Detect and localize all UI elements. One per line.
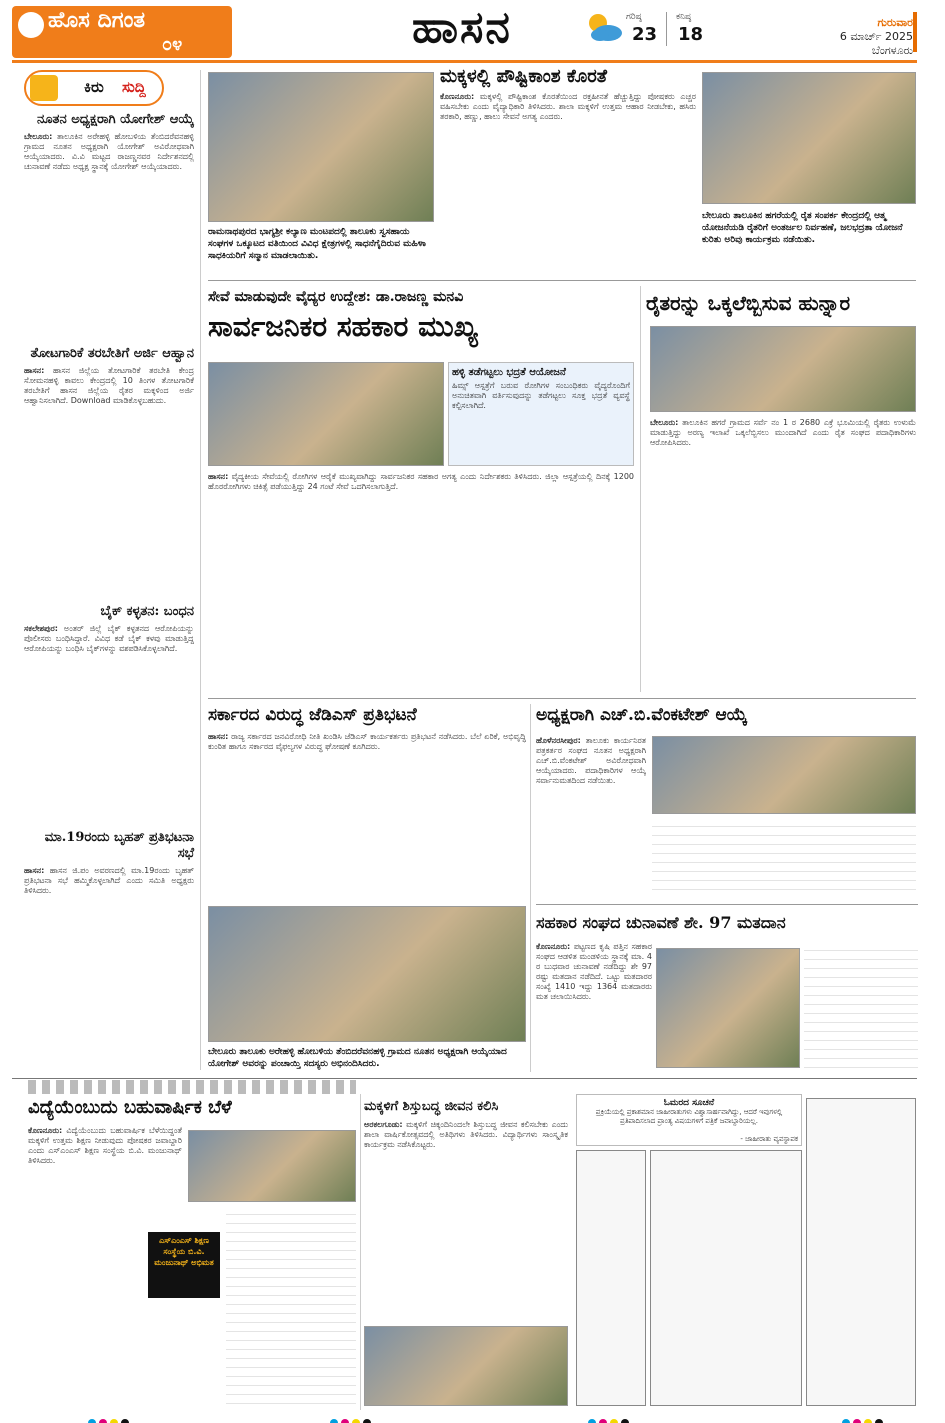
article-dateline: ಬೇಲೂರು:: [650, 418, 679, 427]
brief-title: ಬೈಕ್ ಕಳ್ಳತನ: ಬಂಧನ: [100, 604, 194, 619]
photo-caption: ಬೇಲೂರು ತಾಲೂಕಿನ ಹಗರೆಯಲ್ಲಿ ರೈತ ಸಂಪರ್ಕ ಕೇಂದ್ರದಲ್ಲಿ ಆತ್ಮ ಯೋಜನೆಯಡಿ ರೈತರಿಗೆ ಅಂತರ್ಜಲ ನಿರ್ವಹಣೆ, ಜಲಭದ್ರತಾ ಯೋಜನೆ ಕುರಿತು ಅರಿವು ಕಾರ್ಯಕ್ರಮ ನಡೆಯಿತು.: [702, 211, 903, 245]
column-divider: [360, 1094, 361, 1410]
legal-notice-1: [576, 1150, 646, 1406]
hand-icon: [30, 75, 58, 101]
article-kicker: ಸೇವೆ ಮಾಡುವುದೇ ವೈದ್ಯರ ಉದ್ದೇಶ: ಡಾ.ರಾಜಣ್ಣ ಮನವಿ: [208, 289, 464, 305]
brief-dateline: ಬೇಲೂರು:: [24, 132, 53, 141]
dateline-block: [840, 16, 913, 58]
article-text: ತಾಲೂಕಿನ ಹಗರೆ ಗ್ರಾಮದ ಸರ್ವೆ ನಂ 1 ರ 2680 ಎಕ್ರೆ ಭೂಮಿಯಲ್ಲಿ ರೈತರು ಉಳುಮೆ ಮಾಡುತ್ತಿದ್ದು ಅರಣ್ಯ ಇಲಾಖೆ ಒಕ್ಕಲೆಬ್ಬಿಸಲು ಮುಂದಾಗಿದೆ ಎಂದು ರೈತ ಸಂಘದ ಪದಾಧಿಕಾರಿಗಳು ಆರೋಪಿಸಿದರು.: [650, 418, 916, 447]
article-text: ವಿದ್ಯೆಯೆಂಬುದು ಬಹುವಾರ್ಷಿಕ ಬೆಳೆಯಿದ್ದಂತೆ ಮಕ್ಕಳಿಗೆ ಉತ್ತಮ ಶಿಕ್ಷಣ ನೀಡುವುದು ಪೋಷಕರ ಜವಾಬ್ದಾರಿ ಎಂದು ಎಸ್‌ಎಂಎಸ್ ಶಿಕ್ಷಣ ಸಂಸ್ಥೆಯ ಬಿ.ವಿ. ಮಂಜುನಾಥ್ ತಿಳಿಸಿದರು.: [28, 1126, 182, 1165]
city-title: ಹಾಸನ: [412, 2, 512, 53]
newspaper-logo: [12, 6, 232, 58]
article-body: [536, 942, 652, 1070]
photo-caption: ಬೇಲೂರು ತಾಲೂಕು ಅರೇಹಳ್ಳಿ ಹೋಬಳಿಯ ತೆಂಬಿದರೆವನಹಳ್ಳಿ ಗ್ರಾಮದ ನೂತನ ಅಧ್ಯಕ್ಷರಾಗಿ ಆಯ್ಕೆಯಾದ ಯೋಗೇಶ್ ಅವರನ್ನು ಪಂಚಾಯ್ತಿ ಸದಸ್ಯರು ಅಭಿನಂದಿಸಿದರು.: [208, 1047, 507, 1069]
section-rule: [208, 698, 916, 699]
section-rule: [536, 904, 918, 905]
article-title: ಸಾರ್ವಜನಿಕರ ಸಹಕಾರ ಮುಖ್ಯ: [208, 310, 478, 343]
brief-dateline: ಹಾಸನ:: [24, 366, 45, 375]
kirusuddi-label-a: ಕಿರು: [84, 78, 104, 96]
notice-box: [576, 1094, 802, 1146]
notice-heading: ಓಮರದ ಸೂಚನೆ: [663, 1098, 715, 1108]
max-temp-label: ಗರಿಷ್ಠ: [626, 12, 642, 22]
kirusuddi-badge: [24, 70, 164, 106]
weather-sun-cloud-icon: [582, 10, 624, 44]
print-registration-marks: [842, 1412, 886, 1423]
article-body: [536, 736, 646, 896]
masthead-rule: [12, 60, 917, 63]
photo-school-event: [188, 1130, 356, 1202]
article-seve: [208, 288, 634, 346]
legal-notice-3: [806, 1098, 916, 1406]
brief-title: ಮಾ.19ರಂದು ಬೃಹತ್ ಪ್ರತಿಭಟನಾ ಸಭೆ: [44, 830, 194, 861]
photo-school-function: [364, 1326, 568, 1406]
article-text: ವೈದ್ಯಕೀಯ ಸೇವೆಯಲ್ಲಿ ರೋಗಿಗಳ ಆರೈಕೆ ಮುಖ್ಯವಾಗಿದ್ದು ಸಾರ್ವಜನಿಕರ ಸಹಕಾರ ಅಗತ್ಯ ಎಂದು ನಿರ್ದೇಶಕರು ತಿಳಿಸಿದರು. ಜಿಲ್ಲಾ ಆಸ್ಪತ್ರೆಯಲ್ಲಿ ದಿನಕ್ಕೆ 1200 ಹೊರರೋಗಿಗಳು ಚಿಕಿತ್ಸೆ ಪಡೆಯುತ್ತಿದ್ದು 24 ಗಂಟೆ ಸೇವೆ ಒದಗಿಸಲಾಗುತ್ತಿದೆ.: [208, 472, 634, 491]
date: 6 ಮಾರ್ಚ್ 2025: [839, 30, 913, 43]
masthead-accent-bar: [913, 12, 917, 52]
article-dateline: ಹೊಳೆನರಸೀಪುರ:: [536, 736, 581, 745]
article-dateline: ಹಾಸನ:: [208, 472, 229, 481]
logo-emblem-icon: [18, 12, 44, 38]
photo-yogesh-felicitation: [208, 906, 526, 1042]
print-registration-marks: [88, 1412, 132, 1423]
photo-election-crowd: [656, 948, 800, 1068]
article-text: ತಾಲೂಕು ಕಾರ್ಯನಿರತ ಪತ್ರಕರ್ತರ ಸಂಘದ ನೂತನ ಅಧ್ಯಕ್ಷರಾಗಿ ಎಚ್.ಬಿ.ವೆಂಕಟೇಶ್ ಅವಿರೋಧವಾಗಿ ಆಯ್ಕೆಯಾದರು. ಪದಾಧಿಕಾರಿಗಳ ಆಯ್ಕೆ ಸರ್ವಾನುಮತದಿಂದ ನಡೆಯಿತು.: [536, 736, 646, 785]
weekday: ಗುರುವಾರ: [877, 16, 913, 29]
brief-2: [24, 346, 194, 576]
box-text: ಹಿಮ್ಸ್ ಆಸ್ಪತ್ರೆಗೆ ಬರುವ ರೋಗಿಗಳ ಸಂಬಂಧಿಕರು ವೈದ್ಯರೊಂದಿಗೆ ಅನುಚಿತವಾಗಿ ವರ್ತಿಸುವುದನ್ನು ತಡೆಗಟ್ಟಲು ಸೂಕ್ತ ಭದ್ರತೆ ವ್ಯವಸ್ಥೆ ಕಲ್ಪಿಸಲಾಗಿದೆ.: [452, 381, 630, 410]
article-dateline: ಅರಕಲಗೂಡು:: [364, 1120, 403, 1129]
photo-caption: ರಾಮನಾಥಪುರದ ಭಾಗ್ಯಶ್ರೀ ಕಲ್ಯಾಣ ಮಂಟಪದಲ್ಲಿ ತಾಲೂಕು ಸ್ವಸಹಾಯ ಸಂಘಗಳ ಒಕ್ಕೂಟದ ವತಿಯಿಂದ ವಿವಿಧ ಕ್ಷೇತ್ರಗಳಲ್ಲಿ ಸಾಧನೆಗೈದಿರುವ ಮಹಿಳಾ ಸಾಧಕಿಯರಿಗೆ ಸನ್ಮಾನ ಮಾಡಲಾಯಿತು.: [208, 227, 426, 261]
article-title: ಸರ್ಕಾರದ ವಿರುದ್ಧ ಜೆಡಿಎಸ್ ಪ್ರತಿಭಟನೆ: [208, 705, 417, 725]
section-rule: [12, 1078, 917, 1079]
min-temp: 18: [678, 24, 704, 45]
brief-title: ತೋಟಗಾರಿಕೆ ತರಬೇತಿಗೆ ಅರ್ಜಿ ಆಹ್ವಾನ: [30, 346, 194, 361]
photo-women-felicitation: [208, 72, 434, 222]
page-number: ೦೪: [162, 34, 183, 55]
sidebar-box: [448, 362, 634, 466]
article-nutrition: [440, 66, 696, 272]
column-divider: [640, 286, 641, 692]
article-body: [208, 732, 526, 900]
article-body-continued: [652, 818, 916, 896]
article-body-continued: [226, 1206, 356, 1406]
article-body-continued: [804, 942, 918, 1070]
brief-dateline: ಹಾಸನ:: [24, 866, 45, 875]
print-registration-marks: [330, 1412, 374, 1423]
article-text: ಪಟ್ಟಣದ ಕೃಷಿ ಪತ್ತಿನ ಸಹಕಾರ ಸಂಘದ ಆಡಳಿತ ಮಂಡಳಿಯ ಸ್ಥಾನಕ್ಕೆ ಮಾ. 4 ರ ಬುಧವಾರ ಚುನಾವಣೆ ನಡೆದಿದ್ದು ಶೇ 97 ರಷ್ಟು ಮತದಾನ ನಡೆದಿದೆ. ಒಟ್ಟು ಮತದಾರರ ಸಂಖ್ಯೆ 1410 ಇದ್ದು 1364 ಮತದಾರರು ಮತ ಚಲಾಯಿಸಿದರು.: [536, 942, 652, 1001]
article-dateline: ಕೊಣನೂರು:: [536, 942, 571, 951]
article-dateline: ಕೊಣನೂರು:: [440, 92, 475, 101]
article-title: ವಿದ್ಯೆಯೆಂಬುದು ಬಹುವಾರ್ಷಿಕ ಬೆಳೆ: [28, 1097, 232, 1118]
print-registration-marks: [588, 1412, 632, 1423]
kirusuddi-label-b: ಸುದ್ದಿ: [122, 78, 146, 96]
logo-text: ಹೊಸ ದಿಗಂತ: [48, 8, 146, 33]
place: ಬೆಂಗಳೂರು: [871, 44, 913, 57]
decorative-dots: [28, 1080, 356, 1094]
brief-dateline: ಸಕಲೇಶಪುರ:: [24, 624, 58, 633]
column-divider: [200, 70, 201, 1070]
photo-farmers-press: [650, 326, 916, 412]
min-temp-label: ಕನಿಷ್ಠ: [676, 12, 692, 22]
article-title: ಮಕ್ಕಳಿಗೆ ಶಿಸ್ತುಬದ್ಧ ಜೀವನ ಕಲಿಸಿ: [364, 1099, 499, 1114]
column-divider: [530, 704, 531, 1072]
notice-text: ಪ್ರಕ್ರಿಯೆಯಲ್ಲಿ ಪ್ರಕಾಶಮಾನ ಜಾಹೀರಾತುಗಳು ವಿಶ್ವಾಸಾರ್ಹವಾಗಿದ್ದು, ಆದರೆ ಇವುಗಳಲ್ಲಿ ಪ್ರತಿಪಾದಿಸಲಾದ ಪ್ರಾಂತ್ಯ ವಿಷಯಗಳಿಗೆ ಪತ್ರಿಕೆ ಜವಾಬ್ದಾರಿಯಲ್ಲ.: [595, 1108, 783, 1125]
brief-4: [24, 830, 194, 1076]
article-title: ಸಹಕಾರ ಸಂಘದ ಚುನಾವಣೆ ಶೇ. 97 ಮತದಾನ: [536, 913, 786, 932]
brief-title: ನೂತನ ಅಧ್ಯಕ್ಷರಾಗಿ ಯೋಗೇಶ್ ಆಯ್ಕೆ: [37, 112, 194, 127]
article-title: ಮಕ್ಕಳಲ್ಲಿ ಪೌಷ್ಟಿಕಾಂಶ ಕೊರತೆ: [440, 66, 607, 87]
section-rule: [208, 280, 916, 281]
article-dateline: ಕೊಣನೂರು:: [28, 1126, 63, 1135]
box-title: ಹಳ್ಳಿ ತಡೆಗಟ್ಟಲು ಭದ್ರತೆ ಆಯೋಜನೆ: [452, 367, 566, 378]
legal-notice-2: [650, 1150, 802, 1406]
article-body: [650, 418, 916, 690]
max-temp: 23: [632, 24, 658, 45]
brief-1: [24, 112, 194, 318]
brief-text: ಹಾಸನ ಜಿ.ಪಂ ಅವರಣದಲ್ಲಿ ಮಾ.19ರಂದು ಬೃಹತ್ ಪ್ರತಿಭಟನಾ ಸಭೆ ಹಮ್ಮಿಕೊಳ್ಳಲಾಗಿದೆ ಎಂದು ಸಮಿತಿ ಅಧ್ಯಕ್ಷರು ತಿಳಿಸಿದರು.: [24, 866, 194, 895]
brief-3: [24, 604, 194, 824]
article-text: ಮಕ್ಕಳಲ್ಲಿ ಪೌಷ್ಟಿಕಾಂಶ ಕೊರತೆಯಿಂದ ರಕ್ತಹೀನತೆ ಹೆಚ್ಚುತ್ತಿದ್ದು ಪೋಷಕರು ಎಚ್ಚರ ವಹಿಸಬೇಕು ಎಂದು ವೈದ್ಯಾಧಿಕಾರಿ ತಿಳಿಸಿದರು. ಶಾಲಾ ಮಕ್ಕಳಿಗೆ ಉತ್ತಮ ಆಹಾರ ನೀಡಬೇಕು, ಹಸಿರು ತರಕಾರಿ, ಹಣ್ಣು, ಹಾಲು ಸೇವನೆ ಅಗತ್ಯ ಎಂದರು.: [440, 92, 696, 121]
article-body: [364, 1120, 568, 1320]
article-body: [208, 472, 634, 690]
photo-hospital: [208, 362, 444, 466]
notice-sign: - ಜಾಹೀರಾತು ವ್ಯವಸ್ಥಾಪಕ: [740, 1135, 798, 1143]
photo-belur-farmers: [702, 72, 916, 204]
article-dateline: ಹಾಸನ:: [208, 732, 229, 741]
article-text: ರಾಜ್ಯ ಸರ್ಕಾರದ ಜನವಿರೋಧಿ ನೀತಿ ಖಂಡಿಸಿ ಜೆಡಿಎಸ್ ಕಾರ್ಯಕರ್ತರು ಪ್ರತಿಭಟನೆ ನಡೆಸಿದರು. ಬೆಲೆ ಏರಿಕೆ, ಅಭಿವೃದ್ಧಿ ಕುಂಠಿತ ಹಾಗೂ ಸರ್ಕಾರದ ವೈಫಲ್ಯಗಳ ವಿರುದ್ಧ ಘೋಷಣೆ ಕೂಗಿದರು.: [208, 732, 526, 751]
article-text: ಮಕ್ಕಳಿಗೆ ಚಿಕ್ಕಂದಿನಿಂದಲೇ ಶಿಸ್ತುಬದ್ಧ ಜೀವನ ಕಲಿಸಬೇಕು ಎಂದು ಶಾಲಾ ವಾರ್ಷಿಕೋತ್ಸವದಲ್ಲಿ ಅತಿಥಿಗಳು ತಿಳಿಸಿದರು. ವಿದ್ಯಾರ್ಥಿಗಳು ಸಾಂಸ್ಕೃತಿಕ ಕಾರ್ಯಕ್ರಮ ನಡೆಸಿಕೊಟ್ಟರು.: [364, 1120, 568, 1149]
photo-journalists: [652, 736, 916, 814]
brief-text: ಅಂತರ್ ಜಿಲ್ಲೆ ಬೈಕ್ ಕಳ್ಳತನದ ಆರೋಪಿಯನ್ನು ಪೊಲೀಸರು ಬಂಧಿಸಿದ್ದಾರೆ. ವಿವಿಧ ಕಡೆ ಬೈಕ್ ಕಳವು ಮಾಡುತ್ತಿದ್ದ ಆರೋಪಿಯನ್ನು ಬಂಧಿಸಿ ಬೈಕ್‌ಗಳನ್ನು ವಶಪಡಿಸಿಕೊಳ್ಳಲಾಗಿದೆ.: [24, 624, 194, 653]
brief-text: ಹಾಸನ ಜಿಲ್ಲೆಯ ತೋಟಗಾರಿಕೆ ತರಬೇತಿ ಕೇಂದ್ರ ಸೋಮನಹಳ್ಳಿ ಕಾವಲು ಕೇಂದ್ರದಲ್ಲಿ 10 ತಿಂಗಳ ತೋಟಗಾರಿಕೆ ತರಬೇತಿಗೆ ಹಾಸನ ಜಿಲ್ಲೆಯ ರೈತರ ಮಕ್ಕಳಿಂದ ಅರ್ಜಿ ಆಹ್ವಾನಿಸಲಾಗಿದೆ. Download ಮಾಡಿಕೊಳ್ಳಬಹುದು.: [24, 366, 194, 405]
brief-text: ತಾಲೂಕಿನ ಅರೇಹಳ್ಳಿ ಹೋಬಳಿಯ ತೆಂಬಿದರೆವನಹಳ್ಳಿ ಗ್ರಾಮದ ನೂತನ ಅಧ್ಯಕ್ಷರಾಗಿ ಯೋಗೇಶ್ ಅವಿರೋಧವಾಗಿ ಆಯ್ಕೆಯಾದರು. ವಿ.ವಿ ಮಟ್ಟದ ರಾಜಣ್ಣನವರ ನಿರ್ದೇಶನದಲ್ಲಿ ಚುನಾವಣೆ ನಡೆದು ಅಧ್ಯಕ್ಷ ಸ್ಥಾನಕ್ಕೆ ಯೋಗೇಶ್ ಆಯ್ಕೆಯಾದರು.: [24, 132, 194, 171]
temp-divider: [666, 12, 667, 46]
article-title: ಅಧ್ಯಕ್ಷರಾಗಿ ಎಚ್.ಬಿ.ವೆಂಕಟೇಶ್ ಆಯ್ಕೆ: [536, 705, 748, 725]
article-title: ರೈತರನ್ನು ಒಕ್ಕಲೆಬ್ಬಿಸುವ ಹುನ್ನಾರ: [646, 291, 851, 315]
pull-quote-box: ಎಸ್‌ಎಂಎಸ್ ಶಿಕ್ಷಣ ಸಂಸ್ಥೆಯ ಬಿ.ವಿ. ಮಂಜುನಾಥ್ ಅಭಿಮತ: [148, 1232, 220, 1298]
